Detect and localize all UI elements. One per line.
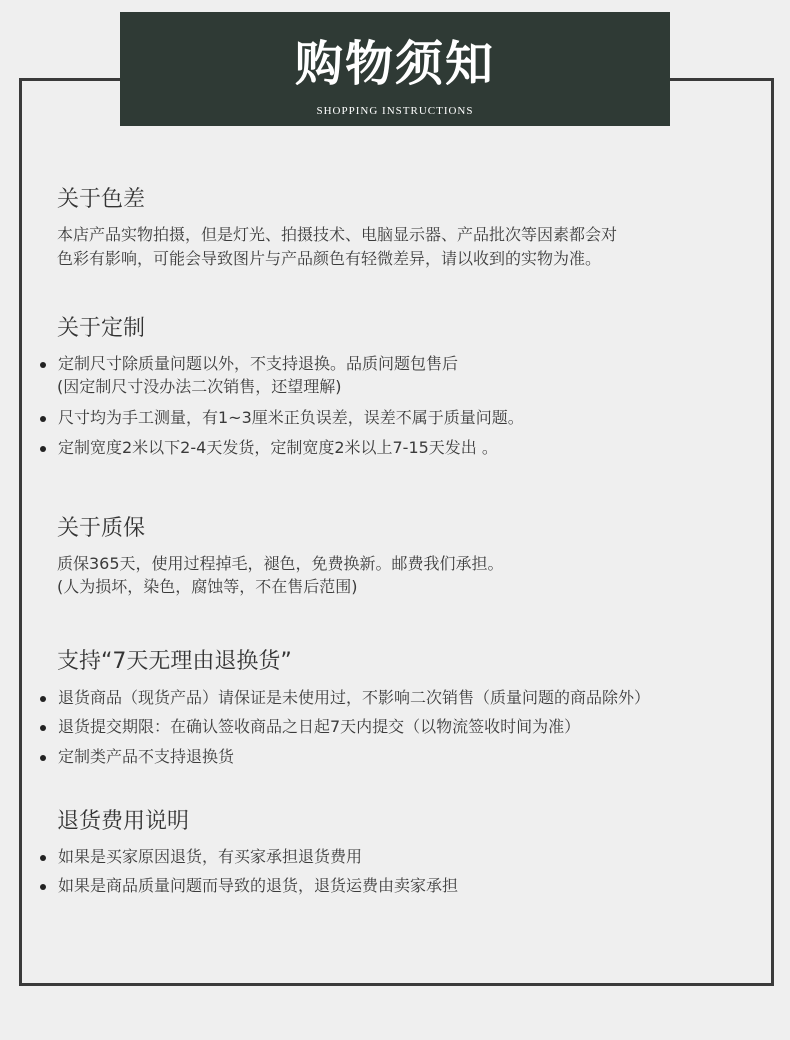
bullet-dot-icon: [40, 446, 46, 452]
color-difference-text-line-1: 本店产品实物拍摄，但是灯光、拍摄技术、电脑显示器、产品批次等因素都会对: [57, 225, 618, 244]
bullet-dot-icon: [40, 755, 46, 761]
bullet-dot-icon: [40, 416, 46, 422]
section-title-customization: 关于定制: [57, 316, 146, 341]
list-item-text: 定制尺寸除质量问题以外，不支持退换。品质问题包售后: [58, 354, 459, 373]
bullet-dot-icon: [40, 362, 46, 368]
section-title-warranty: 关于质保: [57, 516, 146, 541]
warranty-text-line-1: 质保365天，使用过程掉毛，褪色，免费换新。邮费我们承担。: [57, 554, 504, 573]
page-title: 购物须知: [294, 36, 495, 92]
bullet-dot-icon: [40, 884, 46, 890]
bullet-dot-icon: [40, 696, 46, 702]
header-banner: [120, 12, 670, 126]
bullet-dot-icon: [40, 725, 46, 731]
list-item-text: 如果是买家原因退货，有买家承担退货费用: [58, 847, 363, 866]
list-item-text: 定制宽度2米以下2-4天发货，定制宽度2米以上7-15天发出 。: [58, 438, 498, 457]
list-item-text: 如果是商品质量问题而导致的退货，退货运费由卖家承担: [58, 876, 459, 895]
list-item-text: 退货提交期限：在确认签收商品之日起7天内提交（以物流签收时间为准）: [58, 717, 581, 736]
list-item-text: 退货商品（现货产品）请保证是未使用过，不影响二次销售（质量问题的商品除外）: [58, 688, 651, 707]
color-difference-text-line-2: 色彩有影响，可能会导致图片与产品颜色有轻微差异，请以收到的实物为准。: [57, 249, 602, 268]
section-title-7-day-return: 支持“7天无理由退换货”: [57, 649, 292, 674]
section-title-return-fees: 退货费用说明: [57, 809, 190, 834]
list-item-text: 尺寸均为手工测量，有1~3厘米正负误差，误差不属于质量问题。: [58, 408, 524, 427]
list-item-text: 定制类产品不支持退换货: [58, 747, 235, 766]
section-title-color-difference: 关于色差: [57, 187, 146, 212]
page-subtitle: SHOPPING INSTRUCTIONS: [316, 105, 474, 117]
bullet-dot-icon: [40, 855, 46, 861]
list-item-continuation: (因定制尺寸没办法二次销售，还望理解): [57, 377, 342, 396]
warranty-text-line-2: (人为损坏，染色，腐蚀等，不在售后范围): [57, 577, 358, 596]
